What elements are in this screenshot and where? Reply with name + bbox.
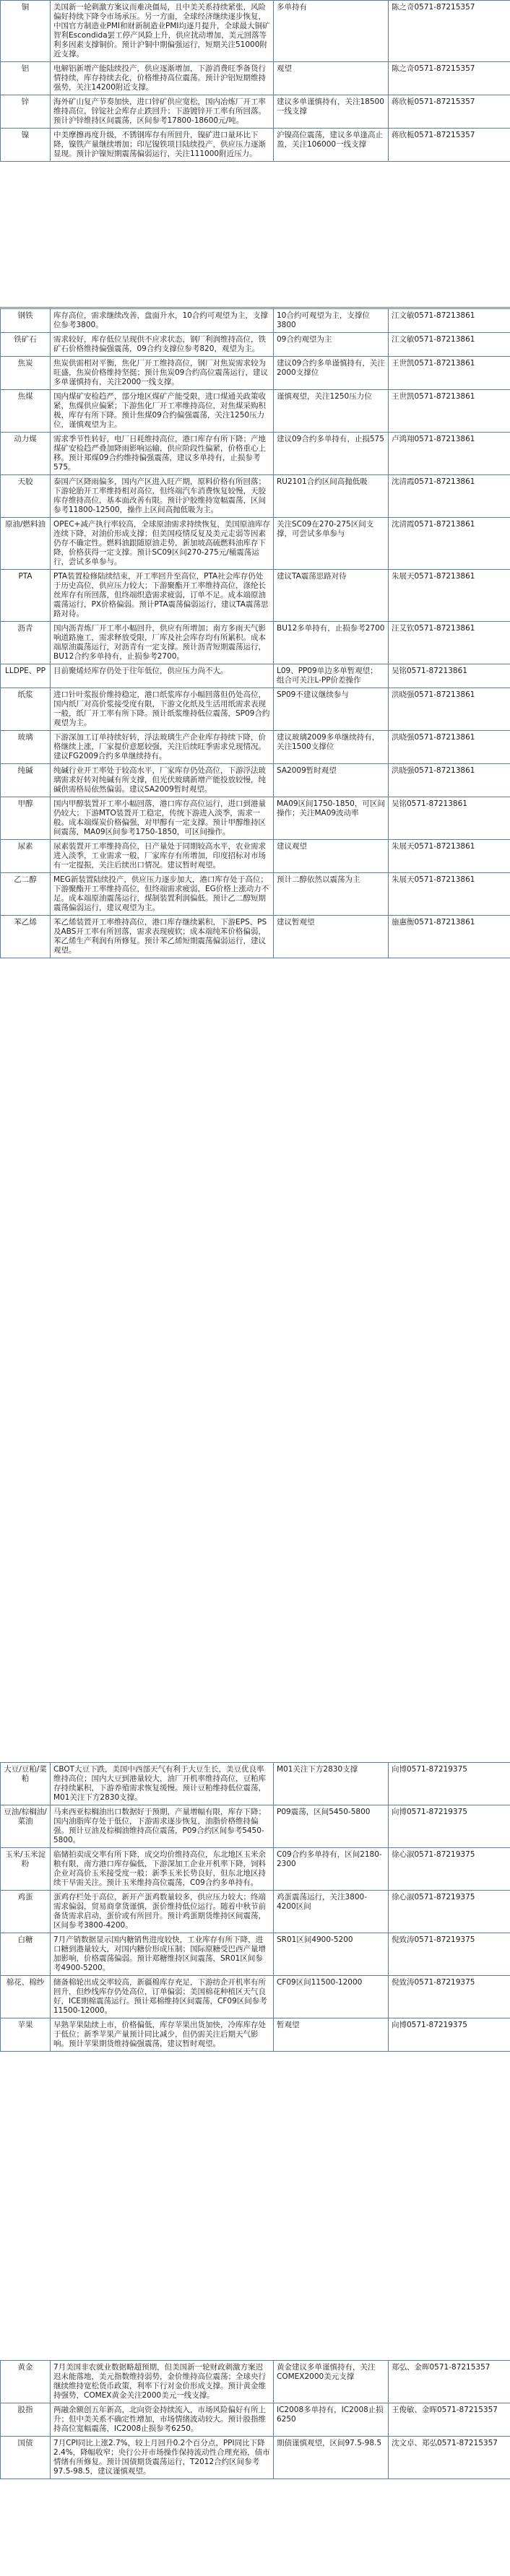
analyst-contact: 吴铭0571-87213861	[389, 664, 510, 688]
table-row	[1, 309, 510, 333]
market-view: 蛋鸡存栏处于高位，新开产蛋鸡数量较多，供应压力较大；终端需求偏弱，贸易商拿货谨慎，蛋价维持低位运行。随着中秋节前备货需求启动，蛋价或有所回升。预计鸡蛋期货维持区间震荡，区间参考3800-4200。	[51, 1891, 274, 1933]
table-row	[1, 390, 510, 433]
commodity-name: 铝	[1, 62, 51, 95]
commodity-name: 国债	[1, 2437, 51, 2479]
analyst-contact: 王俊敏、金晖0571-87215357	[389, 2403, 510, 2437]
table-row	[1, 570, 510, 622]
trade-advice: 09合约观望为主	[274, 333, 389, 357]
market-view: 电解铝新增产能陆续投产，供应逐渐增加，下游消费旺季备货行情持续，库存持续去化，价格维持高位震荡。预计沪铝短期维持强势，关注14200附近支撑。	[51, 62, 274, 95]
analyst-contact: 洪晓强0571-87213861	[389, 764, 510, 797]
market-view: 国内沥青炼厂开工率小幅回升，供应有所增加；南方多雨天气影响道路施工，需求释放受限，厂库及社会库存均有所累积。成本端原油震荡运行，对沥青有一定支撑。预计沥青短期震荡运行，BU12合约多单持有，止损参考2700。	[51, 622, 274, 664]
table-row	[1, 731, 510, 764]
market-view: 7月美国非农就业数据略超预期，但美国新一轮财政刺激方案迟迟未能落地，美元指数维持弱势，金价维持高位震荡；全球央行继续维持宽松货币政策，利率下行对金价形成支撑。预计黄金维持强势，COMEX黄金关注2000美元一线支撑。	[51, 2361, 274, 2403]
analyst-contact: 洪晓强0571-87213861	[389, 731, 510, 764]
commodity-name: 甲醇	[1, 797, 51, 840]
market-view: 需求季节性转好，电厂日耗维持高位，港口库存有所下降；产地煤矿安检趋严叠加降雨影响运输，供应阶段性偏紧，价格重心上移。预计郑煤09合约维持偏强震荡，建议多单持有，止损参考575。	[51, 433, 274, 475]
financial-table	[0, 2360, 510, 2479]
commodity-name: 动力煤	[1, 433, 51, 475]
analyst-contact: 徐心淑0571-87219375	[389, 1891, 510, 1933]
commodity-name: 黄金	[1, 2361, 51, 2403]
commodity-name: 天胶	[1, 475, 51, 518]
table-row	[1, 433, 510, 475]
trade-advice: CF09区间11500-12000	[274, 1976, 389, 2018]
trade-advice: SA2009暂时观望	[274, 764, 389, 797]
table-row	[1, 95, 510, 129]
market-view: 7月产销数据显示国内糖销售进度较快，工业库存有所下降，进口糖到港量较大，对国内糖价形成压制；国际原糖受巴西产量增加影响，价格震荡偏弱。预计郑糖维持区间震荡，SR01区间参考4900-5200。	[51, 1933, 274, 1976]
analyst-contact: 汪艾钦0571-87213861	[389, 622, 510, 664]
commodity-name: 苯乙烯	[1, 916, 51, 958]
analyst-contact: 吴铭0571-87213861	[389, 797, 510, 840]
trade-advice: 期债谨慎观望，区间97.5-98.5	[274, 2437, 389, 2479]
analyst-contact: 朱展天0571-87213861	[389, 873, 510, 916]
agri-section	[0, 1762, 510, 2052]
analyst-contact: 沈文卓、郑弘0571-87215357	[389, 2437, 510, 2479]
analyst-contact: 向博0571-87219375	[389, 2018, 510, 2052]
financial-section	[0, 2360, 510, 2479]
market-view: 进口针叶浆报价维持稳定，港口纸浆库存小幅回落但仍处高位，国内纸厂对高价浆接受度有限，下游文化纸及生活用纸需求表现一般，纸厂开工率有所下降。预计纸浆维持低位震荡，SP09合约观望为主。	[51, 688, 274, 731]
trade-advice: 谨慎观望，关注1250压力位	[274, 390, 389, 433]
trade-advice: 建议多单谨慎持有，关注18500一线支撑	[274, 95, 389, 129]
trade-advice: C09合约多单持有，区间2180-2300	[274, 1848, 389, 1891]
trade-advice: 建议暂观望	[274, 916, 389, 958]
commodity-name: 铁矿石	[1, 333, 51, 357]
trade-advice: 建议玻璃2009多单继续持有，关注1500支撑位	[274, 731, 389, 764]
market-view: PTA装置检修陆续结束，开工率回升至高位，PTA社会库存仍处于历史高位，供应压力较大；下游聚酯开工率维持高位，涤纶长丝库存有所回落，但终端织造需求疲弱，订单不足。成本端原油震荡运行，PX价格偏弱。预计PTA震荡偏弱运行，建议TA震荡思路对待。	[51, 570, 274, 622]
table-row	[1, 2403, 510, 2437]
commodity-name: 镍	[1, 129, 51, 162]
analyst-contact: 王世凯0571-87213861	[389, 390, 510, 433]
agri-table	[0, 1762, 510, 2052]
trade-advice: MA09区间1750-1850，可区间操作；关注MA09波动率	[274, 797, 389, 840]
table-row	[1, 475, 510, 518]
market-view: 美国新一轮刺激方案议而难决僵局，且中美关系持续紧张，风险偏好持续下降令市场承压。另一方面，全球经济继续逐步恢复，中国官方制造业PMI和财新制造业PMI均逐月提升，全球最大铜矿智利Escondida罢工停产风险上升，供应扰动增加，美元回落等利多因素支撑铜价。预计沪铜中期偏强运行，短期关注51000附近支撑。	[51, 1, 274, 62]
trade-advice: 黄金建议多单谨慎持有，关注COMEX2000美元支撑	[274, 2361, 389, 2403]
trade-advice: BU12多单持有，止损参考2700	[274, 622, 389, 664]
table-row	[1, 333, 510, 357]
market-view: 目前聚烯烃库存仍处于往年低位，供应压力尚不大。	[51, 664, 274, 688]
analyst-contact: 倪致涛0571-87219375	[389, 1976, 510, 2018]
market-view: 7月CPI同比上涨2.7%，较上月回升0.2个百分点，PPI同比下降2.4%，降幅收窄；央行公开市场操作保持流动性合理充裕，债市情绪有所修复。预计国债期货震荡运行，T2012合约区间参考97.5-98.5，建议谨慎观望。	[51, 2437, 274, 2479]
trade-advice: 关注SC09在270-275区间支撑，可尝试多单参与	[274, 518, 389, 570]
table-row	[1, 688, 510, 731]
analyst-contact: 王世凯0571-87213861	[389, 357, 510, 390]
commodity-name: 尿素	[1, 840, 51, 873]
metals-table	[0, 0, 510, 162]
table-row	[1, 873, 510, 916]
trade-advice: 建议观望	[274, 840, 389, 873]
trade-advice: 10合约可观望为主，支撑位3800	[274, 309, 389, 333]
table-row	[1, 1891, 510, 1933]
analyst-contact: 蒋欣栀0571-87215357	[389, 95, 510, 129]
table-row	[1, 2437, 510, 2479]
table-row	[1, 840, 510, 873]
table-row	[1, 1848, 510, 1891]
market-view: 苯乙烯装置开工率维持高位，港口库存继续累积，下游EPS、PS及ABS开工率有所回落，需求表现疲软；成本端纯苯价格偏弱，苯乙烯生产利润有所修复。预计苯乙烯短期震荡偏弱运行，建议观望。	[51, 916, 274, 958]
trade-advice: 建议09合约多单谨慎持有，关注2000支撑位	[274, 357, 389, 390]
commodity-name: 纸浆	[1, 688, 51, 731]
commodity-name: 玻璃	[1, 731, 51, 764]
analyst-contact: 倪致涛0571-87219375	[389, 1933, 510, 1976]
metals-section	[0, 0, 510, 162]
trade-advice: L09、PP09单边多单暂观望；组合可关注L-PP价差操作	[274, 664, 389, 688]
table-row	[1, 764, 510, 797]
market-view: 需求较好，库存低位呈现供不应求状态，钢厂利润维持高位，铁矿石价格维持偏强震荡，09合约支撑位参考820，观望为主。	[51, 333, 274, 357]
table-row	[1, 518, 510, 570]
table-row	[1, 1, 510, 62]
analyst-contact: 沈清霞0571-87213861	[389, 475, 510, 518]
chemicals-table	[0, 308, 510, 958]
trade-advice: 预计二醇依然以震荡为主	[274, 873, 389, 916]
market-view: 纯碱行业开工率处于较高水平，厂家库存仍处高位，下游浮法玻璃需求好转对纯碱有所支撑，但光伏玻璃新增产能投放较慢，纯碱供需格局依然偏弱。建议SA2009暂时观望。	[51, 764, 274, 797]
commodity-name: PTA	[1, 570, 51, 622]
analyst-contact: 施惠衡0571-87213861	[389, 916, 510, 958]
table-row	[1, 129, 510, 162]
trade-advice: P09震荡，区间5450-5800	[274, 1805, 389, 1848]
commodity-name: 钢铁	[1, 309, 51, 333]
commodity-name: 锌	[1, 95, 51, 129]
commodity-name: 沥青	[1, 622, 51, 664]
trade-advice: 鸡蛋震荡运行，关注3800-4200区间	[274, 1891, 389, 1933]
trade-advice: 多单持有	[274, 1, 389, 62]
analyst-contact: 蒋欣栀0571-87215357	[389, 129, 510, 162]
commodity-name: 苹果	[1, 2018, 51, 2052]
trade-advice: SP09不建议继续参与	[274, 688, 389, 731]
analyst-contact: 向博0571-87219375	[389, 1763, 510, 1805]
market-view: 早熟苹果陆续上市，价格偏低，库存苹果出货加快，冷库库存处于低位；新季苹果产量预计同比减少，但仍需关注后期天气影响。预计苹果期货维持偏强震荡，建议暂时观望。	[51, 2018, 274, 2052]
commodity-name: 玉米/玉米淀粉	[1, 1848, 51, 1891]
trade-advice: 建议TA震荡思路对待	[274, 570, 389, 622]
market-view: 库存高位，需求继续改善，盘面升水，10合约可观望为主，支撑位参考3800。	[51, 309, 274, 333]
market-view: MEG新装置陆续投产，供应压力逐步加大，港口库存处于高位；下游聚酯开工率维持高位，但终端需求疲弱，EG价格上涨动力不足。成本端原油震荡运行，煤制装置利润偏低。预计乙二醇短期震荡偏弱运行，建议观望为主。	[51, 873, 274, 916]
commodity-name: 乙二醇	[1, 873, 51, 916]
trade-advice: 沪镍高位震荡，建议多单逢高止盈，关注106000一线支撑	[274, 129, 389, 162]
commodity-name: 铜	[1, 1, 51, 62]
chemicals-section	[0, 308, 510, 958]
commodity-name: 原油/燃料油	[1, 518, 51, 570]
analyst-contact: 朱展天0571-87213861	[389, 570, 510, 622]
commodity-name: 豆油/棕榈油/菜油	[1, 1805, 51, 1848]
table-row	[1, 357, 510, 390]
analyst-contact: 徐心淑0571-87219375	[389, 1848, 510, 1891]
commodity-name: 棉花、棉纱	[1, 1976, 51, 2018]
table-row	[1, 622, 510, 664]
trade-advice: RU2101合约区间高抛低吸	[274, 475, 389, 518]
table-row	[1, 664, 510, 688]
analyst-contact: 向博0571-87219375	[389, 1805, 510, 1848]
market-view: CBOT大豆下跌，美国中西部天气有利于大豆生长，美豆优良率维持高位；国内大豆到港量较大，油厂开机率维持高位，豆粕库存持续累积，下游养殖需求恢复缓慢。预计豆粕维持低位震荡，M01关注下方2830支撑。	[51, 1763, 274, 1805]
table-row	[1, 2018, 510, 2052]
market-view: 国内甲醇装置开工率小幅回落，港口库存高位运行，进口到港量仍较大；下游MTO装置开工稳定，传统下游进入淡季，需求一般。成本端煤炭价格偏强，对甲醇有一定支撑。预计甲醇维持区间震荡，MA09区间参考1750-1850，可区间操作。	[51, 797, 274, 840]
market-view: 泰国产区降雨偏多，国内产区进入旺产期，原料价格有所回落；下游轮胎开工率维持相对高位，但终端汽车消费恢复较慢，天胶库存维持高位，基本面改善有限。预计沪胶维持宽幅震荡，区间参考11800-12500，操作上区间高抛低吸为主。	[51, 475, 274, 518]
market-view: 两融余额创五年新高，北向资金持续流入，市场风险偏好有所上升；但中美关系不确定性增加，市场情绪波动较大。预计股指维持高位宽幅震荡，IC2008止损参考6250。	[51, 2403, 274, 2437]
commodity-name: 焦煤	[1, 390, 51, 433]
analyst-contact: 卢鸿翔0571-87213861	[389, 433, 510, 475]
analyst-contact: 陈之奇0571-87215357	[389, 62, 510, 95]
commodity-name: 焦炭	[1, 357, 51, 390]
market-view: 海外矿山复产节奏加快，进口锌矿供应宽松，国内冶炼厂开工率维持高位，锌锭社会库存止跌回升；下游镀锌开工率有所回落。预计沪锌维持区间震荡，区间参考17800-18600元/吨。	[51, 95, 274, 129]
analyst-contact: 郑弘、金晖0571-87215357	[389, 2361, 510, 2403]
market-view: 下游深加工订单持续好转，浮法玻璃生产企业库存持续下降，价格继续上涨，厂家提价意愿较强，关注后续旺季需求兑现情况。建议FG2009合约多单继续持有。	[51, 731, 274, 764]
commodity-name: 大豆/豆粕/菜粕	[1, 1763, 51, 1805]
trade-advice: 建议09合约多单持有，止损575	[274, 433, 389, 475]
trade-advice: SR01区间4900-5200	[274, 1933, 389, 1976]
table-row	[1, 1976, 510, 2018]
section-divider	[0, 307, 510, 308]
analyst-contact: 朱展天0571-87213861	[389, 840, 510, 873]
commodity-name: 白糖	[1, 1933, 51, 1976]
table-row	[1, 1763, 510, 1805]
table-row	[1, 2361, 510, 2403]
market-view: 马来西亚棕榈油出口数据好于预期，产量增幅有限，库存下降；国内油脂库存处于低位，下游需求逐步恢复，油脂价格维持偏强。预计豆油及棕榈油维持高位震荡，P09合约区间参考5450-5800。	[51, 1805, 274, 1848]
market-view: 焦炭供需相对平衡，焦化厂开工维持高位，钢厂对焦炭需求较为旺盛，焦炭价格维持坚挺；预计焦炭09合约高位震荡运行，建议多单谨慎持有，关注2000一线支撑。	[51, 357, 274, 390]
analyst-contact: 陈之奇0571-87215357	[389, 1, 510, 62]
trade-advice: IC2008多单持有，IC2008止损6250	[274, 2403, 389, 2437]
market-view: OPEC+减产执行率较高，全球原油需求持续恢复，美国原油库存连续下降，对油价形成支撑；但美国疫情反复及美元走弱等因素仍存不确定性。燃料油跟随原油走势，新加坡高硫燃料油库存下降，价格获得一定支撑。预计SC09区间270-275元/桶震荡运行，尝试多单参与。	[51, 518, 274, 570]
analyst-contact: 洪晓强0571-87213861	[389, 688, 510, 731]
analyst-contact: 江文敏0571-87213861	[389, 333, 510, 357]
table-row	[1, 1933, 510, 1976]
analyst-contact: 沈清霞0571-87213861	[389, 518, 510, 570]
market-view: 国内煤矿安检趋严，部分地区煤矿产能受限，进口煤通关政策收紧，焦煤供应偏紧；下游焦化厂开工率维持高位，对焦煤采购积极，库存有所下降。预计焦煤09合约偏强震荡，关注1250压力位，谨慎观望为主。	[51, 390, 274, 433]
market-view: 临储拍卖成交率有所下降，成交均价维持高位，东北地区玉米余粮有限，南方港口库存偏低，下游深加工企业开机率下降，饲料企业对高价玉米接受度一般；新季玉米长势良好，但东北地区持续干旱需关注。预计玉米维持高位震荡，C09合约多单持有。	[51, 1848, 274, 1891]
market-view: 中美摩擦再度升级，不锈钢库存有所回升，镍矿进口量环比下降，镍铁产量继续增加；印尼镍铁项目陆续投产，供应压力逐渐显现。预计沪镍短期震荡偏弱运行，关注111000附近压力。	[51, 129, 274, 162]
trade-advice: M01关注下方2830支撑	[274, 1763, 389, 1805]
commodity-name: LLDPE、PP	[1, 664, 51, 688]
table-row	[1, 1805, 510, 1848]
market-view: 尿素装置开工率维持高位，日产量处于同期较高水平，农业需求进入淡季，工业需求一般，厂家库存有所增加，印度招标对市场有一定提振，关注后续出口情况。建议暂时观望。	[51, 840, 274, 873]
commodity-name: 鸡蛋	[1, 1891, 51, 1933]
trade-advice: 暂观望	[274, 2018, 389, 2052]
commodity-name: 纯碱	[1, 764, 51, 797]
table-row	[1, 797, 510, 840]
trade-advice: 观望	[274, 62, 389, 95]
market-view: 储备棉轮出成交率较高，新疆棉库存充足，下游纺企开机率有所回升，但纱线库存仍处高位，订单偏弱；美国棉花种植区天气良好，ICE期棉震荡运行。预计郑棉维持区间震荡，CF09区间参考11500-12000。	[51, 1976, 274, 2018]
table-row	[1, 62, 510, 95]
table-row	[1, 916, 510, 958]
commodity-name: 股指	[1, 2403, 51, 2437]
analyst-contact: 江文敏0571-87213861	[389, 309, 510, 333]
